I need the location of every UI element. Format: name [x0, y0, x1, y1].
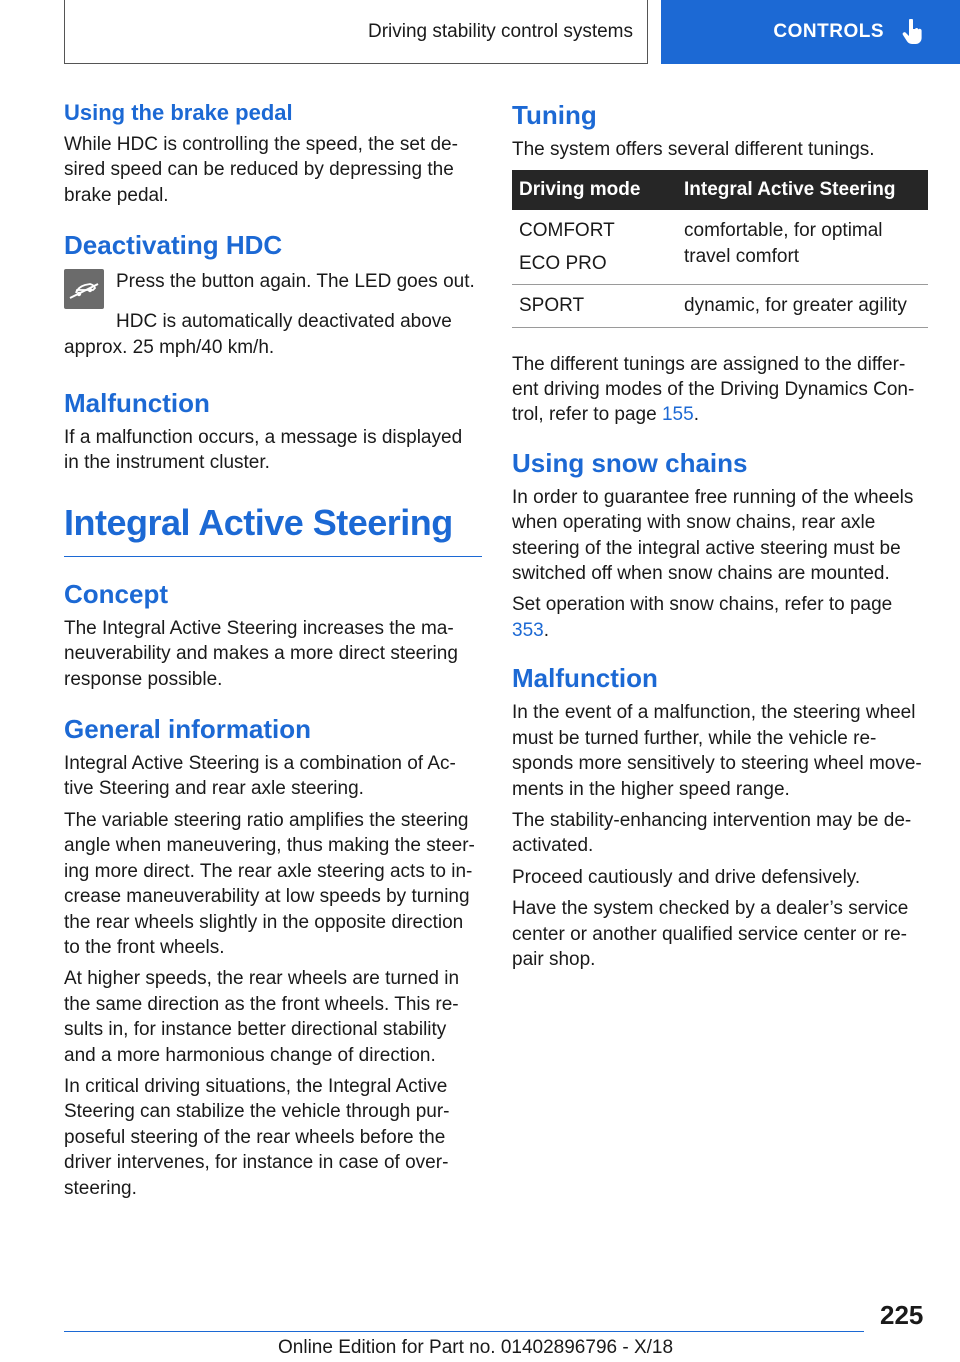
pointing-hand-icon	[902, 19, 924, 45]
malfunction-heading-left: Malfunction	[64, 388, 210, 419]
malfunction-paragraph-3: Proceed cautiously and drive defensively.	[512, 866, 861, 888]
page-number: 225	[880, 1300, 924, 1330]
concept-text: The Integral Active Steering increases the ma-neuverability and makes a more direct steering response possible.	[64, 617, 458, 690]
deactivating-block	[64, 269, 482, 309]
left-column	[64, 100, 482, 1207]
malfunction-text-left: If a malfunction occurs, a message is displayed in the instrument cluster.	[64, 427, 463, 474]
general-paragraph-2: The variable steering ratio amplifies the steering angle when maneuvering, thus making the steer-ing more direct. The rear axle steering acts to in-crease maneuverability at low speeds by turning the rear wheels slightly in the opposite direction to the front wheels.	[64, 809, 475, 958]
malfunction-paragraph-4: Have the system checked by a dealer’s service center or another qualified service center or re-pair shop.	[512, 898, 909, 970]
section-rule	[64, 556, 482, 557]
concept-heading: Concept	[64, 578, 168, 609]
snow-heading: Using snow chains	[512, 447, 748, 478]
tuning-after-text: The different tunings are assigned to the differ-ent driving modes of the Driving Dynamics Con-trol, refer to page 155.	[512, 353, 915, 426]
page-link-155[interactable]: 155	[661, 404, 694, 426]
table-row	[512, 285, 928, 327]
section-title: Driving stability control systems	[367, 20, 633, 42]
deactivating-text-2: HDC is automatically deactivated above approx. 25 mph/40 km/h.	[64, 311, 452, 358]
brake-text: While HDC is controlling the speed, the set de-sired speed can be reduced by depressing the brake pedal.	[64, 134, 458, 206]
mode-eco-pro: ECO PRO	[519, 252, 607, 274]
right-column	[512, 100, 928, 978]
comfort-description: comfortable, for optimal travel comfort	[677, 210, 928, 284]
table-header-mode: Driving mode	[512, 170, 677, 210]
malfunction-heading-right: Malfunction	[512, 663, 658, 694]
tuning-heading: Tuning	[512, 100, 597, 130]
section-title-box	[64, 0, 648, 64]
mode-sport: SPORT	[512, 285, 677, 327]
snow-ref-text: Set operation with snow chains, refer to page 353.	[512, 594, 893, 641]
table-row	[512, 210, 928, 284]
hill-descent-control-icon	[64, 269, 104, 309]
general-paragraph-4: In critical driving situations, the Integral Active Steering can stabilize the vehicle through pur-poseful steering of the rear wheels before the driver intervenes, for instance in case of over-steering.	[64, 1075, 450, 1199]
footer-rule	[64, 1331, 864, 1332]
chapter-label: CONTROLS	[773, 21, 884, 42]
brake-heading: Using the brake pedal	[64, 100, 293, 125]
deactivating-heading: Deactivating HDC	[64, 230, 283, 261]
sport-description: dynamic, for greater agility	[677, 285, 928, 327]
deactivating-text-1: Press the button again. The LED goes out.	[116, 271, 475, 293]
mode-comfort: COMFORT	[519, 220, 615, 242]
malfunction-paragraph-2: The stability-enhancing intervention may be de-activated.	[512, 809, 912, 857]
tuning-text: The system offers several different tunings.	[512, 139, 875, 160]
table-header-steering: Integral Active Steering	[677, 170, 928, 210]
malfunction-paragraph-1: In the event of a malfunction, the steering wheel must be turned further, while the vehicle re-sponds more sensitively to steering wheel move-ments in the higher speed range.	[512, 702, 922, 800]
snow-text: In order to guarantee free running of the wheels when operating with snow chains, rear axle steering of the integral active steering must be switched off when snow chains are mounted.	[512, 486, 914, 585]
section-heading: Integral Active Steering	[64, 501, 453, 543]
general-paragraph-1: Integral Active Steering is a combination of Ac-tive Steering and rear axle steering.	[64, 753, 456, 800]
general-heading: General information	[64, 714, 312, 745]
chapter-tab[interactable]	[661, 0, 960, 64]
tuning-table	[512, 170, 928, 327]
page-link-353[interactable]: 353	[512, 619, 544, 641]
edition-text: Online Edition for Part no. 01402896796 - X/18	[278, 1337, 674, 1358]
general-paragraph-3: At higher speeds, the rear wheels are turned in the same direction as the front wheels. This re-sults in, for instance better directional stability and a more harmonious change of direction.	[64, 968, 460, 1066]
